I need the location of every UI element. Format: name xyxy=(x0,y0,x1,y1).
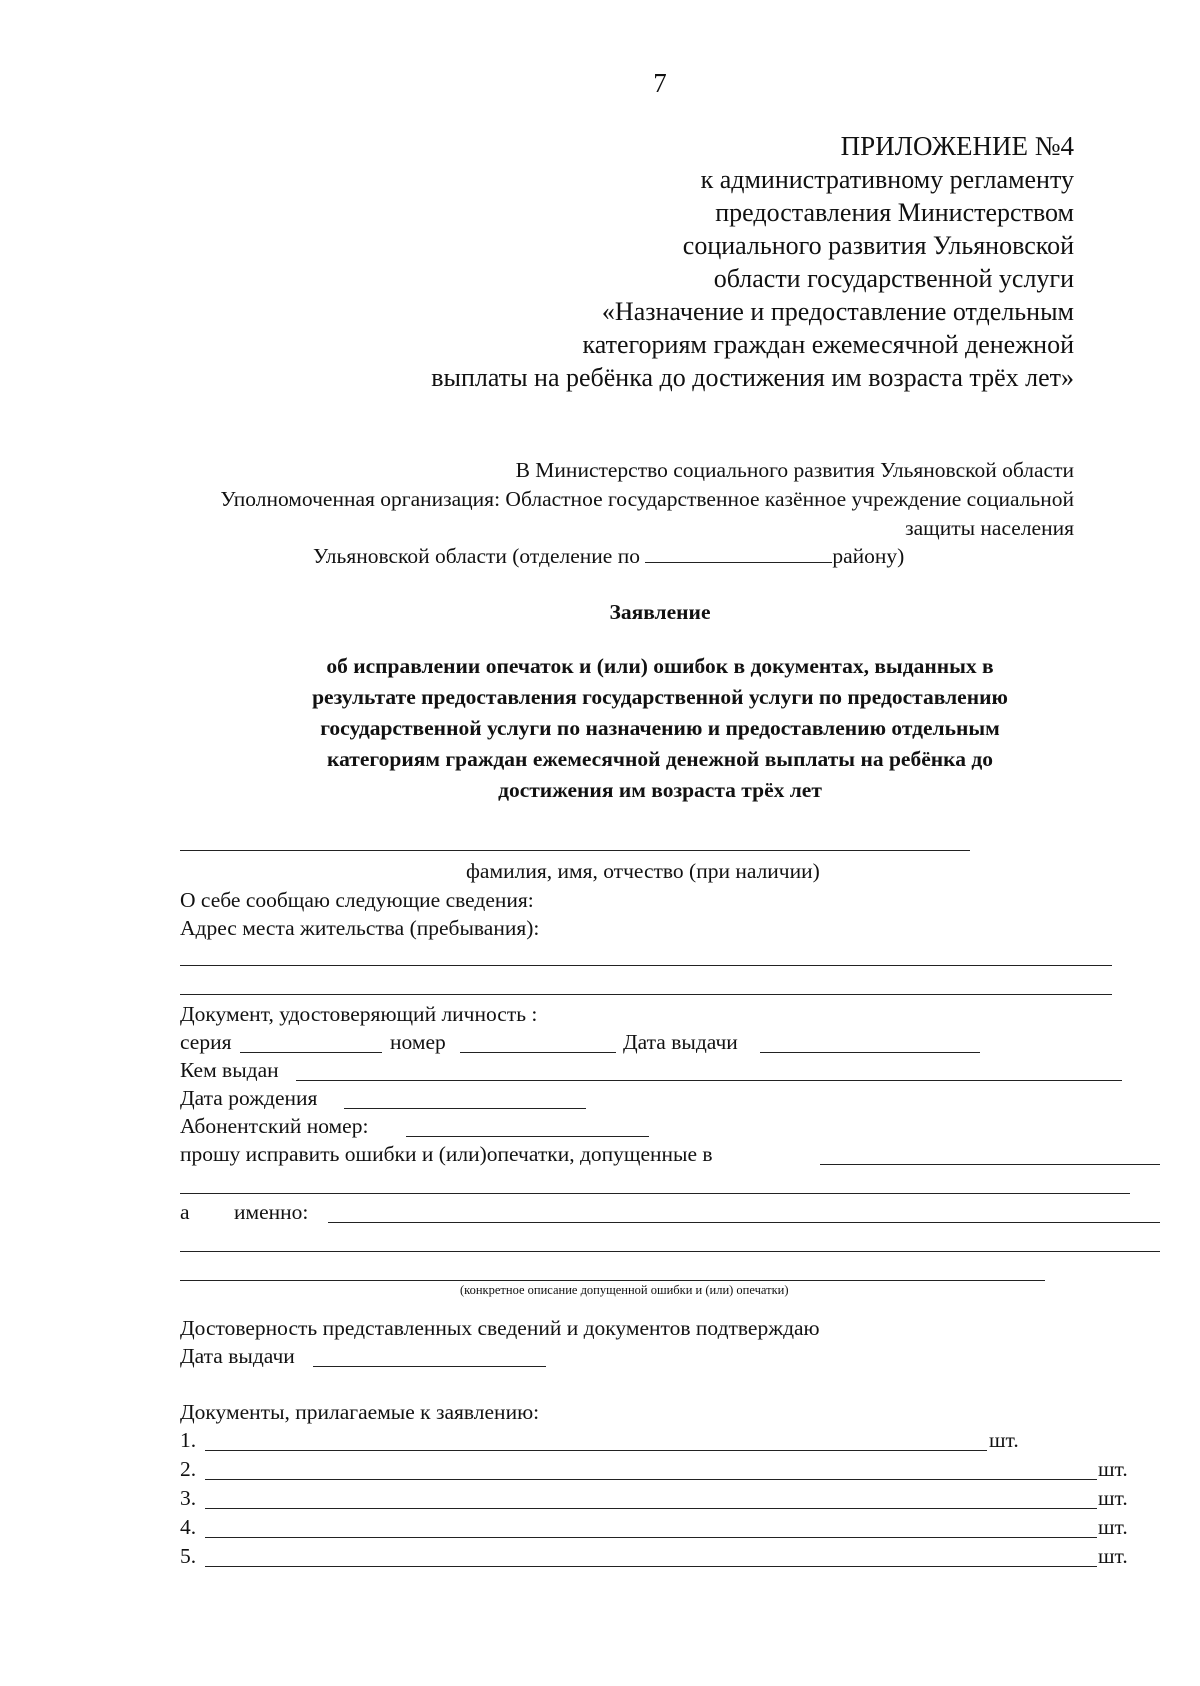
fio-caption: фамилия, имя, отчество (при наличии) xyxy=(466,859,820,883)
attachment-unit: шт. xyxy=(1098,1486,1128,1510)
issued-by-field[interactable] xyxy=(296,1080,1122,1081)
birth-date-field[interactable] xyxy=(344,1108,586,1109)
appendix-line: социального развития Ульяновской xyxy=(682,231,1074,260)
appendix-line: области государственной услуги xyxy=(713,264,1074,293)
statement-heading: Заявление xyxy=(609,600,711,624)
number-field[interactable] xyxy=(460,1052,616,1053)
subscriber-number-field[interactable] xyxy=(406,1136,649,1137)
attachment-number: 3. xyxy=(180,1486,197,1510)
namely-a: а xyxy=(180,1200,190,1224)
subject-line: государственной услуги по назначению и предоставлению отдельным xyxy=(320,716,1000,740)
appendix-line: предоставления Министерством xyxy=(715,198,1074,227)
attachments-label: Документы, прилагаемые к заявлению: xyxy=(180,1400,540,1424)
issue-date-field[interactable] xyxy=(760,1052,980,1053)
page-number: 7 xyxy=(653,68,667,98)
attachment-unit: шт. xyxy=(1098,1457,1128,1481)
appendix-line: «Назначение и предоставление отдельным xyxy=(601,297,1074,326)
attachment-field-5[interactable] xyxy=(205,1566,1097,1567)
document-field[interactable] xyxy=(820,1164,1160,1165)
namely-label: именно: xyxy=(234,1200,309,1224)
appendix-line: к административному регламенту xyxy=(700,165,1074,194)
department-prefix: Ульяновской области (отделение по xyxy=(313,544,640,568)
attachment-number: 1. xyxy=(180,1428,197,1452)
subscriber-number-label: Абонентский номер: xyxy=(180,1114,369,1138)
error-description-field[interactable] xyxy=(328,1222,1160,1223)
issued-by-label: Кем выдан xyxy=(180,1058,279,1082)
statement-subject xyxy=(0,651,1200,806)
addressee-department xyxy=(313,542,904,571)
issue-date-label: Дата выдачи xyxy=(623,1030,738,1054)
date-field[interactable] xyxy=(313,1366,546,1367)
error-description-field-2[interactable] xyxy=(180,1251,1160,1252)
error-description-field-3[interactable] xyxy=(180,1280,1045,1281)
attachment-unit: шт. xyxy=(989,1428,1019,1452)
document-field-2[interactable] xyxy=(180,1193,1130,1194)
addressee-organization-cont: защиты населения xyxy=(905,516,1074,540)
error-caption: (конкретное описание допущенной ошибки и (или) опечатки) xyxy=(460,1283,789,1297)
appendix-line: категориям граждан ежемесячной денежной xyxy=(582,330,1074,359)
subject-line: об исправлении опечаток и (или) ошибок в документах, выданных в xyxy=(326,654,994,678)
attachment-field-3[interactable] xyxy=(205,1508,1097,1509)
series-field[interactable] xyxy=(240,1052,382,1053)
number-label: номер xyxy=(390,1030,446,1054)
request-label: прошу исправить ошибки и (или)опечатки, допущенные в xyxy=(180,1142,713,1166)
attachment-number: 2. xyxy=(180,1457,197,1481)
birth-date-label: Дата рождения xyxy=(180,1086,318,1110)
id-document-label: Документ, удостоверяющий личность : xyxy=(180,1002,538,1026)
department-suffix: району) xyxy=(832,544,905,568)
attachment-unit: шт. xyxy=(1098,1544,1128,1568)
attachment-number: 4. xyxy=(180,1515,197,1539)
address-label: Адрес места жительства (пребывания): xyxy=(180,916,540,940)
appendix-block xyxy=(431,130,1074,394)
subject-line: достижения им возраста трёх лет xyxy=(498,778,822,802)
subject-line: категориям граждан ежемесячной денежной выплаты на ребёнка до xyxy=(327,747,993,771)
confirmation-text: Достоверность представленных сведений и документов подтверждаю xyxy=(180,1316,820,1340)
attachment-number: 5. xyxy=(180,1544,197,1568)
appendix-line: выплаты на ребёнка до достижения им возраста трёх лет» xyxy=(431,363,1074,392)
addressee-ministry: В Министерство социального развития Ульяновской области xyxy=(515,458,1074,482)
attachment-field-1[interactable] xyxy=(205,1450,987,1451)
about-self-label: О себе сообщаю следующие сведения: xyxy=(180,888,534,912)
addressee-organization: Уполномоченная организация: Областное государственное казённое учреждение социальной xyxy=(220,487,1074,511)
attachment-unit: шт. xyxy=(1098,1515,1128,1539)
district-field[interactable] xyxy=(645,544,832,563)
address-field[interactable] xyxy=(180,965,1112,966)
attachment-field-2[interactable] xyxy=(205,1479,1097,1480)
attachment-field-4[interactable] xyxy=(205,1537,1097,1538)
date-label: Дата выдачи xyxy=(180,1344,295,1368)
series-label: серия xyxy=(180,1030,232,1054)
subject-line: результате предоставления государственной услуги по предоставлению xyxy=(312,685,1008,709)
appendix-title: ПРИЛОЖЕНИЕ №4 xyxy=(840,131,1074,161)
address-field-2[interactable] xyxy=(180,994,1112,995)
fio-field[interactable] xyxy=(180,850,970,851)
